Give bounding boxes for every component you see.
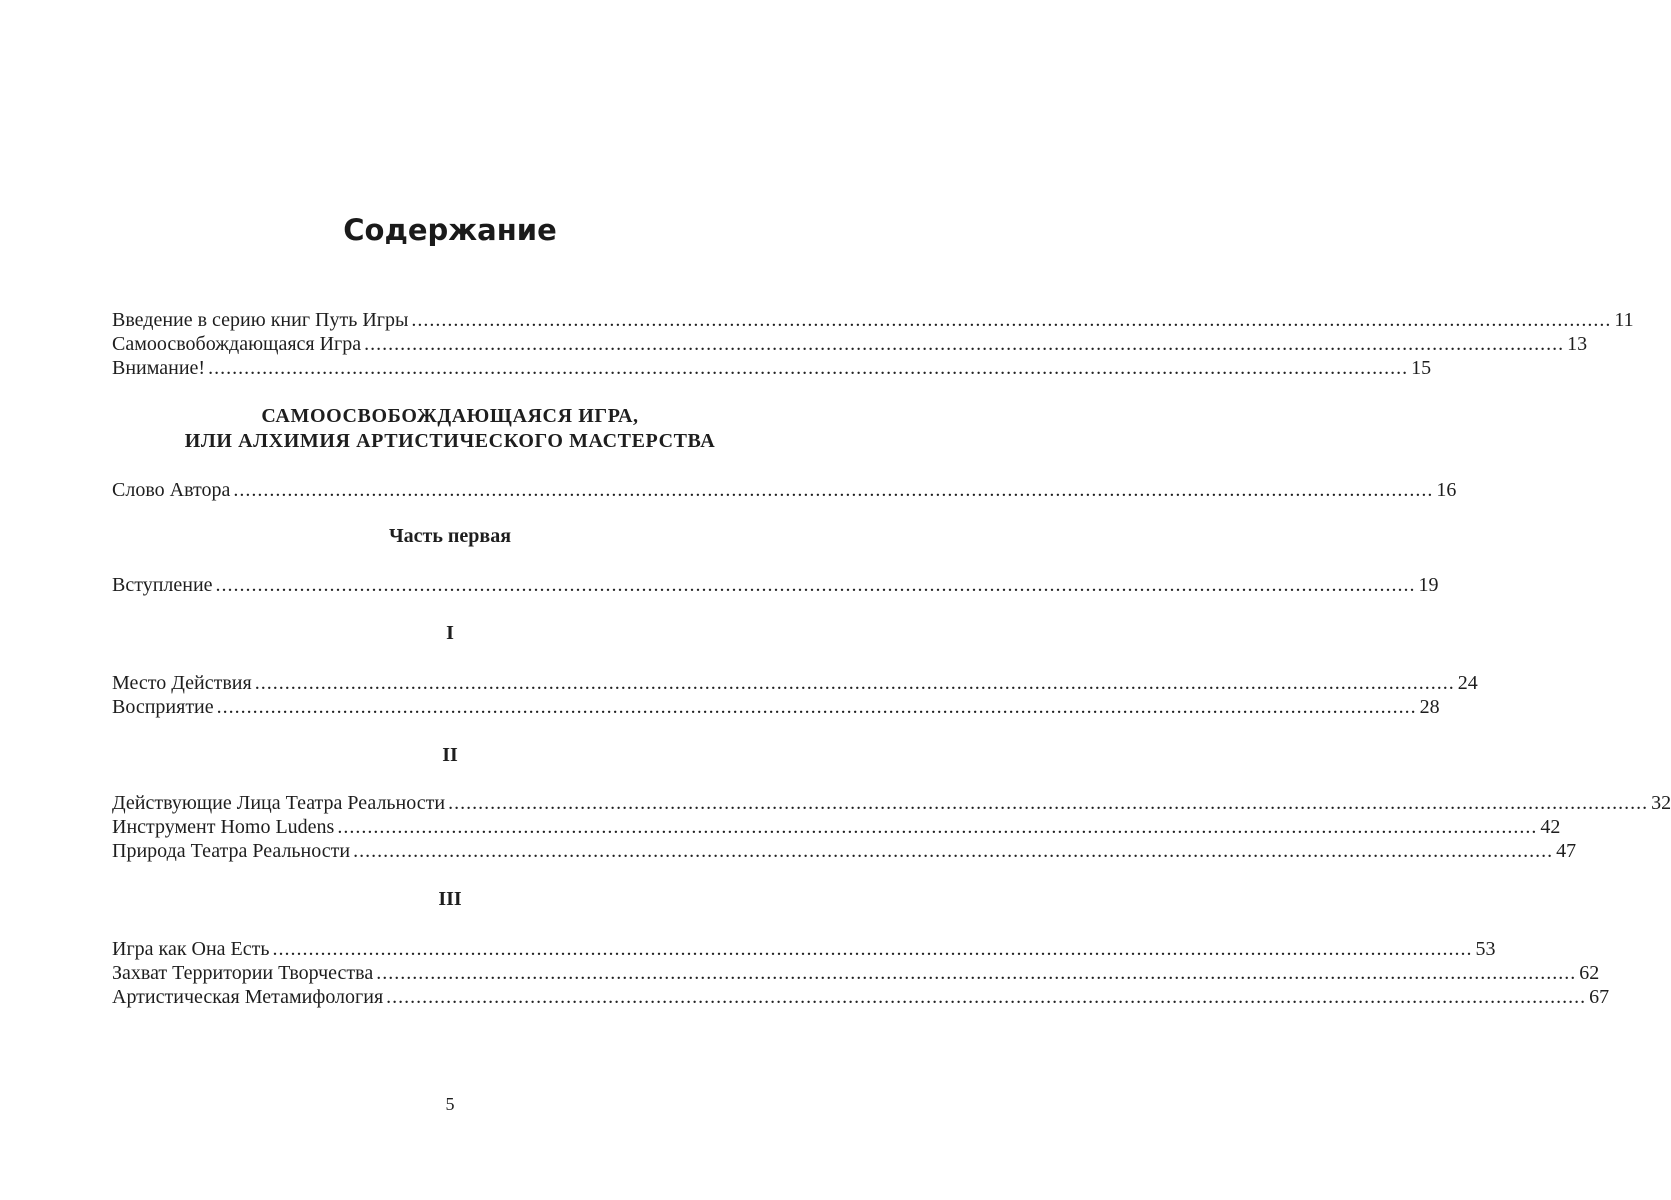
toc-entry[interactable] [112,791,1671,815]
toc-entry-title: Игра как Она Есть [112,938,270,960]
toc-entry-title: Действующие Лица Театра Реальности [112,792,446,814]
toc-entry-page: 67 [1589,986,1610,1008]
toc-entry-page: 53 [1475,938,1496,960]
toc-leader-dots: ........................................................................................................................................................................................................ [233,479,1434,501]
book-heading-line-2: ИЛИ АЛХИМИЯ АРТИСТИЧЕСКОГО МАСТЕРСТВА [184,430,716,452]
toc-entry-title: Введение в серию книг Путь Игры [112,309,409,331]
toc-leader-dots: ........................................................................................................................................................................................................ [215,574,1416,596]
toc-entry-title: Место Действия [112,672,252,694]
toc-leader-dots: ........................................................................................................................................................................................................ [386,986,1587,1008]
toc-entry-page: 32 [1651,792,1671,814]
toc-entry-title: Восприятие [112,696,214,718]
toc-leader-dots: ........................................................................................................................................................................................................ [411,309,1612,331]
toc-entry[interactable] [112,695,1440,719]
toc-leader-dots: ........................................................................................................................................................................................................ [208,357,1409,379]
toc-entry[interactable] [112,573,1439,597]
toc-entry[interactable] [112,985,1610,1009]
toc-leader-dots: ........................................................................................................................................................................................................ [272,938,1473,960]
toc-entry-page: 28 [1419,696,1440,718]
toc-leader-dots: ........................................................................................................................................................................................................ [353,840,1554,862]
toc-entry-title: Самоосвобождающаяся Игра [112,333,362,355]
toc-entry-title: Внимание! [112,357,206,379]
toc-entry[interactable] [112,839,1577,863]
toc-entry-page: 19 [1418,574,1439,596]
toc-entry[interactable] [112,671,1478,695]
toc-leader-dots: ........................................................................................................................................................................................................ [254,672,1455,694]
book-heading-line-1: САМООСВОБОЖДАЮЩАЯСЯ ИГРА, [261,405,639,427]
toc-entry-page: 24 [1457,672,1478,694]
toc-entry-page: 42 [1540,816,1561,838]
toc-entry-page: 11 [1614,309,1634,331]
toc-entry[interactable] [112,961,1600,985]
section-numeral: I [446,622,454,644]
toc-entry-title: Природа Театра Реальности [112,840,351,862]
section-numeral: II [442,744,458,766]
page-number: 5 [445,1094,455,1114]
toc-entry[interactable] [112,332,1588,356]
section-numeral: III [438,888,462,910]
toc-entry[interactable] [112,815,1561,839]
toc-entry-title: Вступление [112,574,213,596]
toc-entry-page: 47 [1556,840,1577,862]
toc-entry-page: 15 [1411,357,1432,379]
toc-leader-dots: ........................................................................................................................................................................................................ [337,816,1538,838]
toc-entry-page: 13 [1567,333,1588,355]
toc-leader-dots: ........................................................................................................................................................................................................ [364,333,1565,355]
toc-entry[interactable] [112,308,1634,332]
toc-entry[interactable] [112,937,1496,961]
toc-entry-title: Инструмент Homo Ludens [112,816,335,838]
toc-leader-dots: ........................................................................................................................................................................................................ [376,962,1577,984]
toc-entry[interactable] [112,478,1457,502]
toc-entry[interactable] [112,356,1432,380]
part-heading: Часть первая [388,525,512,547]
toc-leader-dots: ........................................................................................................................................................................................................ [448,792,1649,814]
toc-leader-dots: ........................................................................................................................................................................................................ [216,696,1417,718]
toc-entry-title: Слово Автора [112,479,231,501]
page-title: Содержание [343,213,557,247]
toc-entry-page: 16 [1436,479,1457,501]
toc-entry-page: 62 [1579,962,1600,984]
toc-entry-title: Захват Территории Творчества [112,962,374,984]
toc-entry-title: Артистическая Метамифология [112,986,384,1008]
